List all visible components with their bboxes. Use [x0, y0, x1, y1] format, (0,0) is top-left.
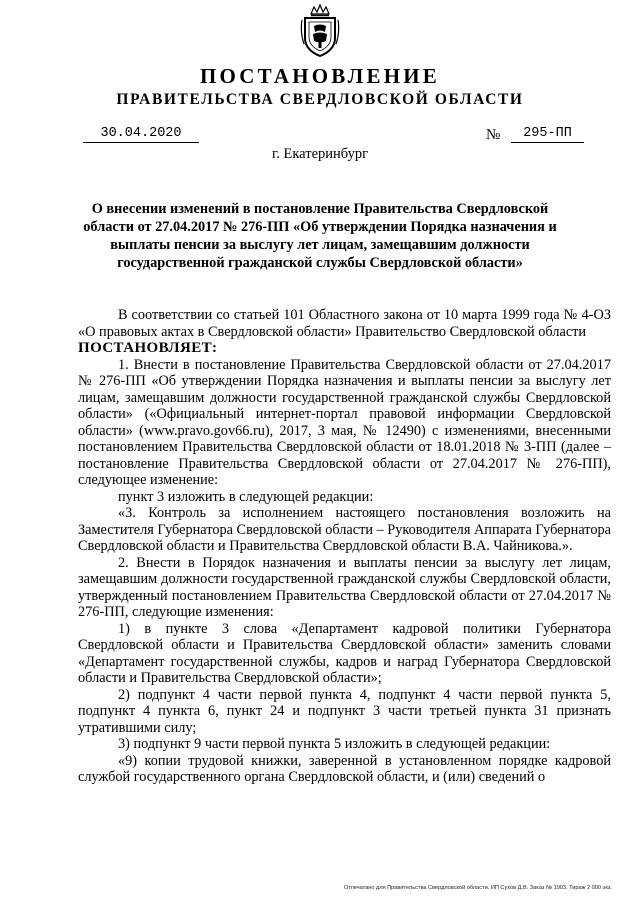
coat-of-arms-icon: [300, 4, 340, 58]
paragraph: «3. Контроль за исполнением настоящего постановления возложить на Заместителя Губернатора Свердловской области – Руководителя Аппарата Губернатора Свердловской области и Правительства Свердловской области В.А. Чайникова.».: [78, 505, 611, 554]
number-sign: №: [486, 127, 501, 143]
document-title: О внесении изменений в постановление Правительства Свердловской области от 27.04.2017 № 276-ПП «Об утверждении Порядка назначения и выплаты пенсии за выслугу лет лицам, замещавшим должности государственной гражданской службы Свердловской области»: [83, 201, 557, 271]
paragraph: 2. Внести в Порядок назначения и выплаты пенсии за выслугу лет лицам, замещавшим должности государственной гражданской службы Свердловской области, утвержденный постановлением Правительства Свердловской области от 27.04.2017 № 276-ПП, следующие изменения:: [78, 554, 611, 620]
document-number: 295-ПП: [511, 126, 584, 143]
paragraph: «9) копии трудовой книжки, заверенной в установленном порядке кадровой службой государственного органа Свердловской области, и (или) сведений о: [78, 752, 611, 785]
decree-heading: ПОСТАНОВЛЯЕТ:: [78, 340, 218, 356]
paragraph: 3) подпункт 9 части первой пункта 5 изложить в следующей редакции:: [118, 736, 551, 752]
paragraph: 1. Внести в постановление Правительства Свердловской области от 27.04.2017 № 276-ПП «Об утверждении Порядка назначения и выплаты пенсии за выслугу лет лицам, замещавшим должности государственной гражданской службы Свердловской области» («Официальный интернет-портал правовой информации Свердловской области» (www.pravo.gov66.ru), 2017, 3 мая, № 12490) с изменениями, внесенными постановлением Правительства Свердловской области от 18.01.2018 № 3-ПП (далее – постановление Правительства Свердловской области от 27.04.2017 № 276-ПП), следующее изменение:: [78, 356, 611, 488]
print-footer: Отпечатано для Правительства Свердловской области. ИП Сухов Д.В. Заказ № 1903. Тираж 2 000 экз.: [343, 885, 612, 891]
paragraph: пункт 3 изложить в следующей редакции:: [118, 488, 374, 505]
paragraph: 2) подпункт 4 части первой пункта 4, подпункт 4 части первой пункта 5, подпункт 4 пункта 6, пункт 24 и подпункт 3 части третьей пункта 31 признать утратившими силу;: [78, 686, 611, 736]
document-body: [78, 307, 611, 786]
document-date: 30.04.2020: [83, 126, 199, 143]
paragraph: 1) в пункте 3 слова «Департамент кадровой политики Губернатора Свердловской области и Правительства Свердловской области» заменить словами «Департамент государственной службы, кадров и наград Губернатора Свердловской области и Правительства Свердловской области»;: [78, 620, 611, 686]
issuing-authority: ПРАВИТЕЛЬСТВА СВЕРДЛОВСКОЙ ОБЛАСТИ: [116, 91, 524, 108]
document-type-title: ПОСТАНОВЛЕНИЕ: [199, 64, 441, 88]
preamble: В соответствии со статьей 101 Областного закона от 10 марта 1999 года № 4-ОЗ «О правовых актах в Свердловской области» Правительство Свердловской области: [78, 307, 611, 340]
city: г. Екатеринбург: [271, 146, 369, 162]
